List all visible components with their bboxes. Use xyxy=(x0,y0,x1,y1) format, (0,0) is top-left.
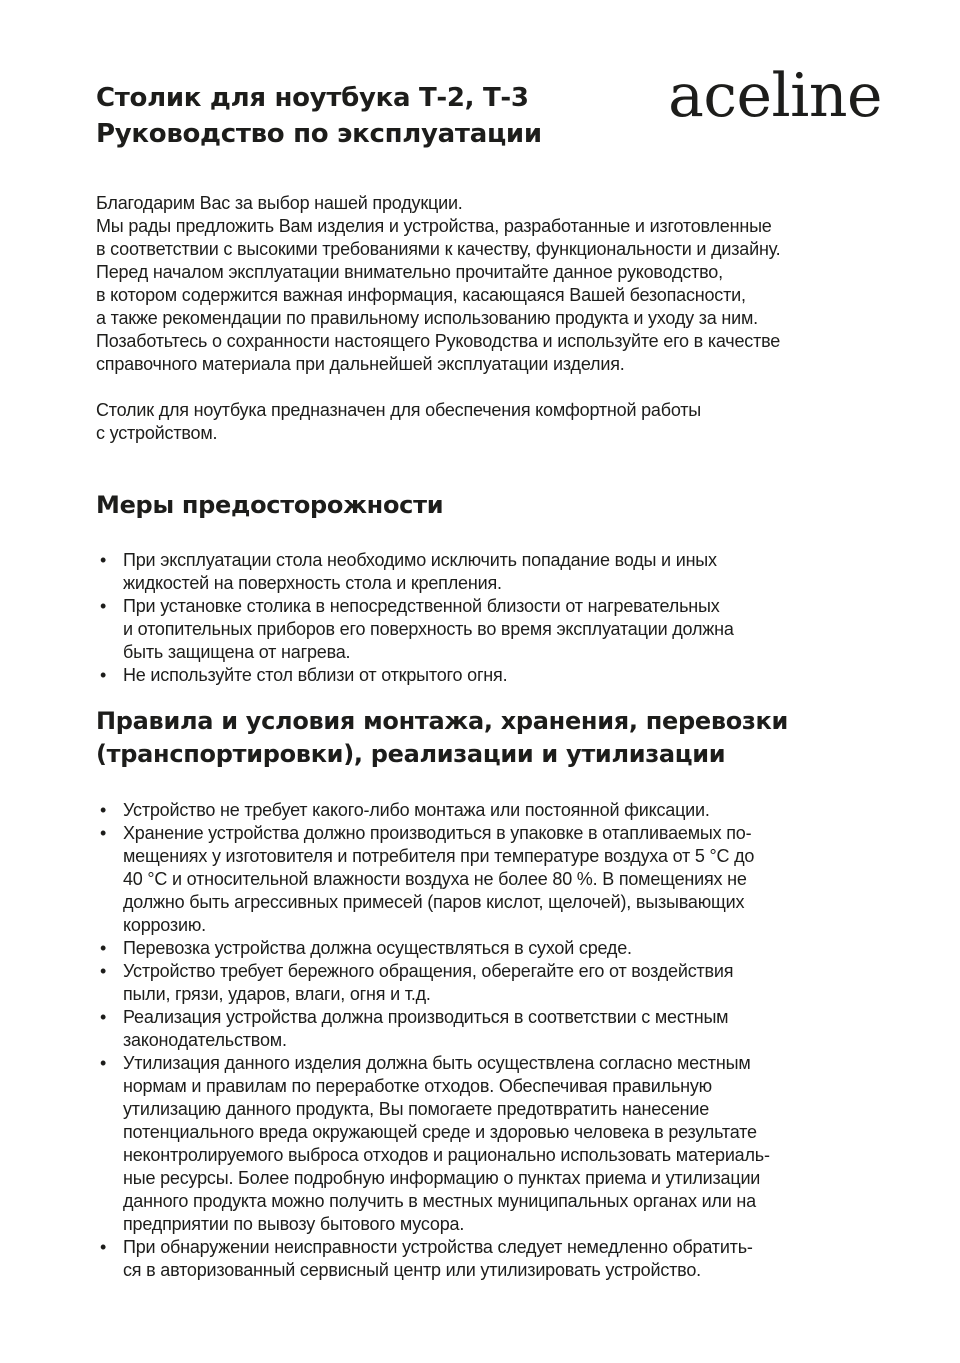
list-item xyxy=(96,822,886,937)
intro-line: в котором содержится важная информация, касающаяся Вашей безопасности, xyxy=(96,285,746,305)
list-item xyxy=(96,1052,886,1236)
list-item-line: Утилизация данного изделия должна быть осуществлена согласно местным xyxy=(123,1053,751,1073)
list-item-line: При установке столика в непосредственной близости от нагревательных xyxy=(123,596,720,616)
document-title: Столик для ноутбука Т-2, Т-3 xyxy=(96,83,529,113)
rules-heading-line: Правила и условия монтажа, хранения, перевозки xyxy=(96,707,789,735)
bullet-icon: • xyxy=(100,800,107,820)
list-item-line: должно быть агрессивных примесей (паров кислот, щелочей), вызывающих xyxy=(123,892,745,912)
purpose-line: Столик для ноутбука предназначен для обеспечения комфортной работы xyxy=(96,400,702,420)
list-item-line: ные ресурсы. Более подробную информацию о пунктах приема и утилизации xyxy=(123,1168,761,1188)
intro-text xyxy=(96,192,886,445)
list-item-line: нормам и правилам по переработке отходов. Обеспечивая правильную xyxy=(123,1076,712,1096)
bullet-icon: • xyxy=(100,665,107,685)
rules-section xyxy=(96,705,886,1282)
bullet-icon: • xyxy=(100,596,107,616)
intro-line: Позаботьтесь о сохранности настоящего Руководства и используйте его в качестве xyxy=(96,331,781,351)
list-item-line: Перевозка устройства должна осуществляться в сухой среде. xyxy=(123,938,632,958)
intro-paragraph xyxy=(96,192,886,376)
bullet-icon: • xyxy=(100,961,107,981)
rules-heading-line: (транспортировки), реализации и утилизации xyxy=(96,740,726,768)
intro-line: Мы рады предложить Вам изделия и устройства, разработанные и изготовленные xyxy=(96,216,772,236)
list-item xyxy=(96,549,886,595)
list-item-line: неконтролируемого выброса отходов и рационально использовать материаль- xyxy=(123,1145,770,1165)
list-item xyxy=(96,960,886,1006)
list-item-line: мещениях у изготовителя и потребителя при температуре воздуха от 5 °С до xyxy=(123,846,755,866)
intro-line: справочного материала при дальнейшей эксплуатации изделия. xyxy=(96,354,625,374)
list-item xyxy=(96,937,886,960)
list-item xyxy=(96,1006,886,1052)
purpose-paragraph xyxy=(96,399,886,445)
manual-page xyxy=(96,61,886,1282)
precautions-section xyxy=(96,489,886,687)
list-item-line: быть защищена от нагрева. xyxy=(123,642,351,662)
intro-line: в соответствии с высокими требованиями к качеству, функциональности и дизайну. xyxy=(96,239,781,259)
intro-line: а также рекомендации по правильному использованию продукта и уходу за ним. xyxy=(96,308,758,328)
document-subtitle: Руководство по эксплуатации xyxy=(96,119,542,149)
intro-line: Перед началом эксплуатации внимательно прочитайте данное руководство, xyxy=(96,262,723,282)
list-item-line: предприятии по вывозу бытового мусора. xyxy=(123,1214,465,1234)
intro-line: Благодарим Вас за выбор нашей продукции. xyxy=(96,193,463,213)
list-item-line: Хранение устройства должно производиться в упаковке в отапливаемых по- xyxy=(123,823,752,843)
list-item xyxy=(96,595,886,664)
rules-heading xyxy=(96,705,886,771)
list-item-line: 40 °С и относительной влажности воздуха не более 80 %. В помещениях не xyxy=(123,869,747,889)
precautions-heading: Меры предосторожности xyxy=(96,491,444,519)
list-item-line: Устройство не требует какого-либо монтажа или постоянной фиксации. xyxy=(123,800,710,820)
list-item-line: и отопительных приборов его поверхность во время эксплуатации должна xyxy=(123,619,734,639)
rules-list xyxy=(96,799,886,1282)
list-item-line: Реализация устройства должна производиться в соответствии с местным xyxy=(123,1007,729,1027)
list-item-line: данного продукта можно получить в местных муниципальных органах или на xyxy=(123,1191,756,1211)
list-item xyxy=(96,1236,886,1282)
bullet-icon: • xyxy=(100,1053,107,1073)
list-item-line: При обнаружении неисправности устройства следует немедленно обратить- xyxy=(123,1237,753,1257)
list-item-line: пыли, грязи, ударов, влаги, огня и т.д. xyxy=(123,984,431,1004)
list-item xyxy=(96,664,886,687)
list-item xyxy=(96,799,886,822)
list-item-line: жидкостей на поверхность стола и крепления. xyxy=(123,573,502,593)
list-item-line: Устройство требует бережного обращения, оберегайте его от воздействия xyxy=(123,961,734,981)
list-item-line: потенциального вреда окружающей среде и здоровью человека в результате xyxy=(123,1122,757,1142)
list-item-line: законодательством. xyxy=(123,1030,287,1050)
list-item-line: ся в авторизованный сервисный центр или утилизировать устройство. xyxy=(123,1260,701,1280)
bullet-icon: • xyxy=(100,1007,107,1027)
purpose-line: с устройством. xyxy=(96,423,218,443)
precautions-list xyxy=(96,549,886,687)
bullet-icon: • xyxy=(100,1237,107,1257)
bullet-icon: • xyxy=(100,550,107,570)
bullet-icon: • xyxy=(100,823,107,843)
list-item-line: утилизацию данного продукта, Вы помогаете предотвратить нанесение xyxy=(123,1099,710,1119)
bullet-icon: • xyxy=(100,938,107,958)
list-item-line: коррозию. xyxy=(123,915,206,935)
aceline-logo: aceline xyxy=(668,61,882,131)
list-item-line: Не используйте стол вблизи от открытого огня. xyxy=(123,665,508,685)
document-header xyxy=(96,61,886,180)
list-item-line: При эксплуатации стола необходимо исключить попадание воды и иных xyxy=(123,550,717,570)
